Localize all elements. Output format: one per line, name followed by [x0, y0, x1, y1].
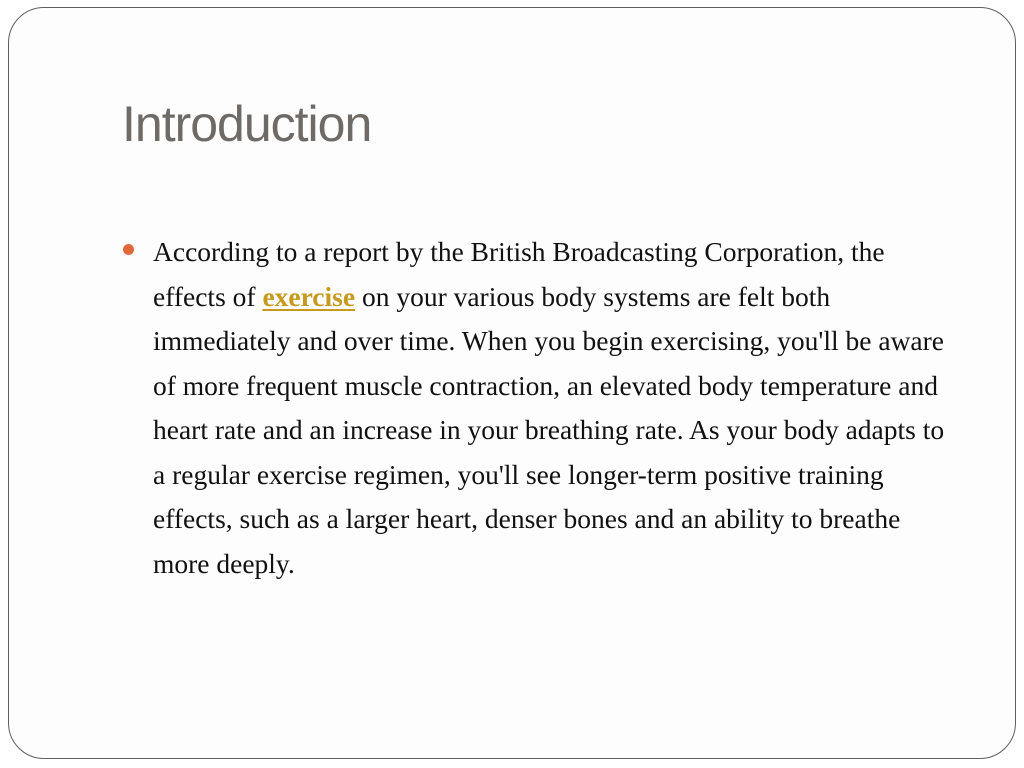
bullet-list: [123, 230, 963, 586]
bullet-text-before: According to a report by the British Broadcasting Corporation, the effects of: [153, 236, 885, 312]
exercise-link[interactable]: exercise: [262, 280, 356, 312]
bullet-dot-icon: [123, 244, 134, 255]
slide-title: Introduction: [122, 96, 372, 152]
bullet-item: [123, 230, 963, 586]
bullet-text: [153, 236, 944, 579]
bullet-text-after: on your various body systems are felt both immediately and over time. When you begin exercising, you'll be aware of more frequent muscle contraction, an elevated body temperature and heart rate and an increase in your breathing rate. As your body adapts to a regular exercise regimen, you'll see longer-term positive training effects, such as a larger heart, denser bones and an ability to breathe more deeply.: [153, 280, 945, 579]
slide: [8, 7, 1016, 759]
